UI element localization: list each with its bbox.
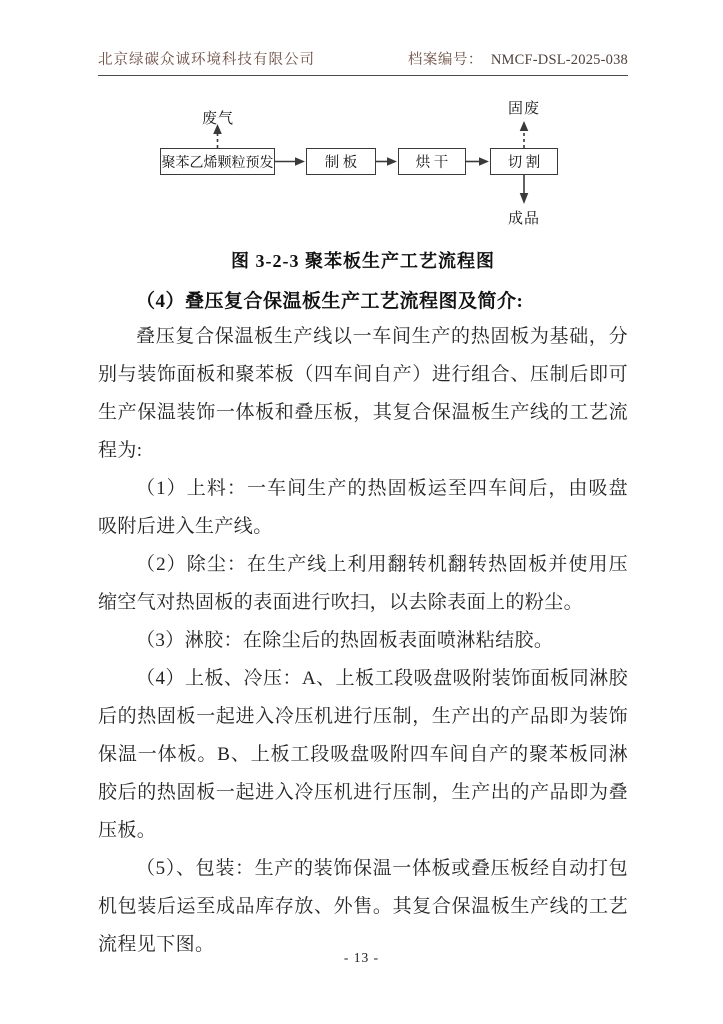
archive-number: NMCF-DSL-2025-038 [490, 52, 628, 68]
paragraph-step-5-packaging: （5）、包装：生产的装饰保温一体板或叠压板经自动打包机包装后运至成品库存放、外售。其复合保温板生产线的工艺流程见下图。 [98, 858, 628, 955]
paragraph-step-2-dedusting: （2）除尘：在生产线上利用翻转机翻转热固板并使用压缩空气对热固板的表面进行吹扫，以去除表面上的粉尘。 [98, 554, 628, 613]
process-flowchart [98, 93, 628, 233]
finished-product-label: 成品 [507, 211, 540, 227]
paragraph-step-1-loading: （1）上料：一车间生产的热固板运至四车间后，由吸盘吸附后进入生产线。 [98, 478, 628, 537]
page-number: - 13 - [343, 950, 380, 965]
page-header [98, 0, 628, 69]
solid-waste-label: 固废 [507, 101, 540, 117]
archive-field [408, 48, 628, 69]
page-content [98, 0, 628, 964]
section-heading: （4）叠压复合保温板生产工艺流程图及简介: [136, 291, 524, 312]
flowchart-box-polystyrene-pre-expansion: 聚苯乙烯颗粒预发 [160, 148, 275, 175]
archive-label: 档案编号： [407, 52, 483, 68]
flowchart-box-cutting: 切 割 [490, 148, 558, 175]
paragraph-step-4-board-cold-pressing: （4）上板、冷压：A、上板工段吸盘吸附装饰面板同淋胶后的热固板一起进入冷压机进行压制，生产出的产品即为装饰保温一体板。B、上板工段吸盘吸附四车间自产的聚苯板同淋胶后的热固板一起进入冷压机进行压制，生产出的产品即为叠压板。 [98, 668, 628, 841]
waste-gas-label: 废气 [201, 111, 234, 127]
header-rule [98, 75, 628, 76]
flowchart-box-board-making: 制 板 [306, 148, 376, 175]
flowchart-box-drying: 烘 干 [398, 148, 466, 175]
figure-caption: 图 3-2-3 聚苯板生产工艺流程图 [231, 251, 495, 271]
paragraph-step-3-glue-spraying: （3）淋胶：在除尘后的热固板表面喷淋粘结胶。 [136, 630, 554, 651]
paragraph-intro: 叠压复合保温板生产线以一车间生产的热固板为基础，分别与装饰面板和聚苯板（四车间自产）进行组合、压制后即可生产保温装饰一体板和叠压板，其复合保温板生产线的工艺流程为: [98, 326, 628, 461]
header-company-name: 北京绿碳众诚环境科技有限公司 [98, 52, 315, 68]
